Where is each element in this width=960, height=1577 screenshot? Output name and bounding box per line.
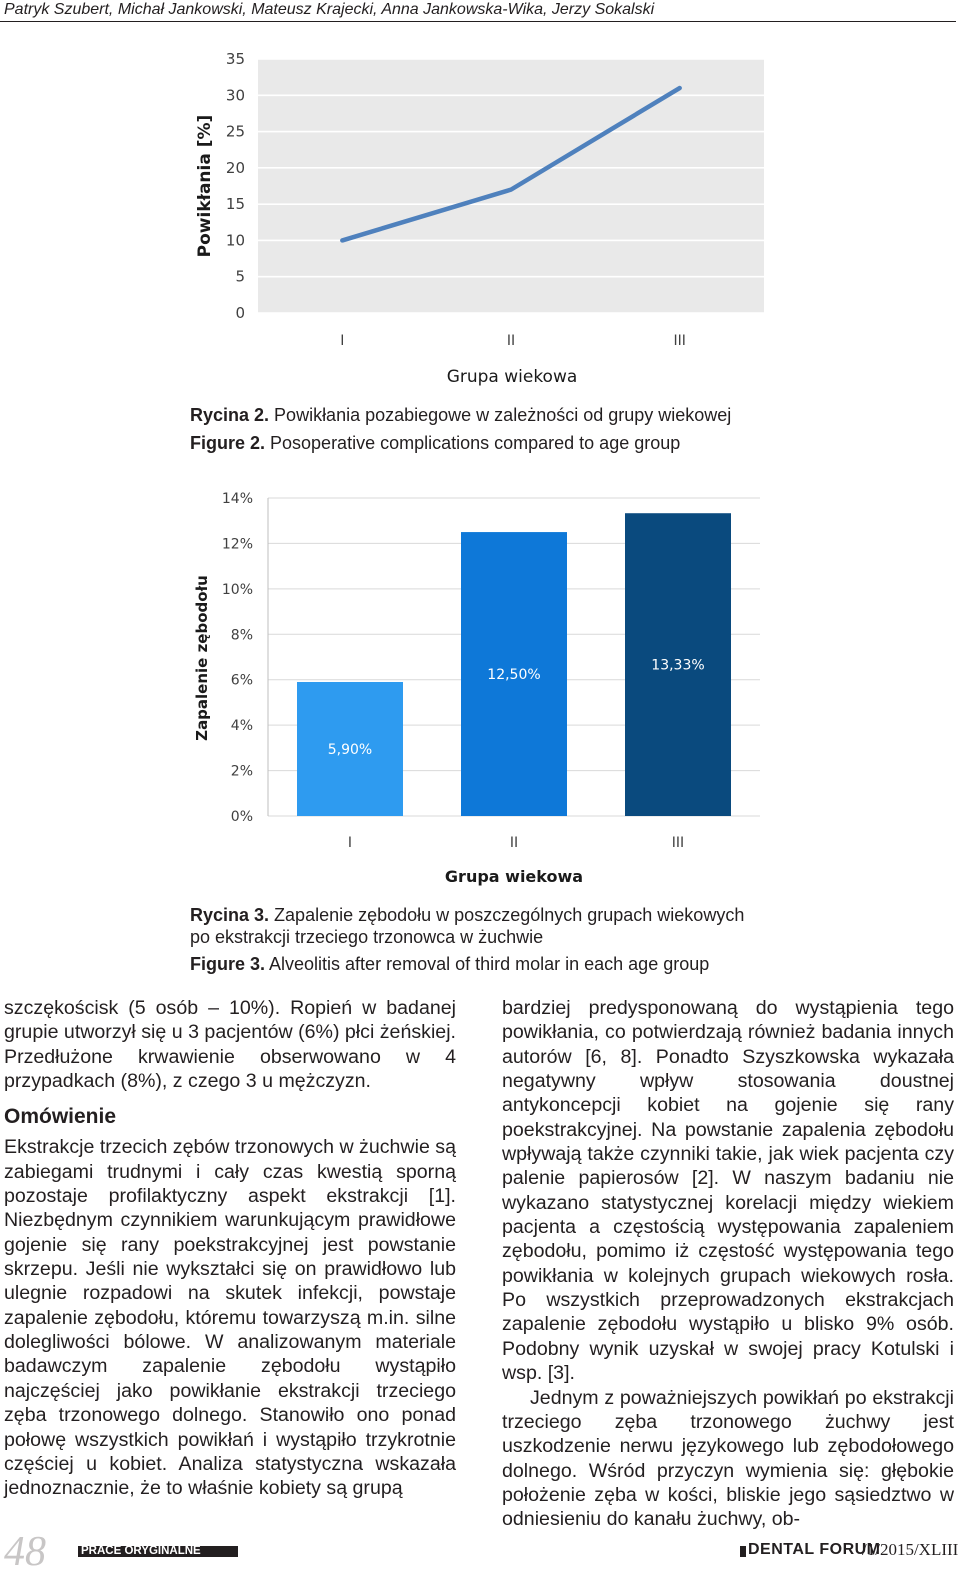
figure-2-label-pl: Rycina 2. (190, 405, 270, 425)
y-tick-label: 20 (225, 158, 245, 177)
y-tick-label: 0 (235, 304, 245, 322)
x-axis-label: Grupa wiekowa (446, 367, 578, 387)
figure-3-caption-pl (190, 904, 744, 926)
journal-brand: DENTAL FORUM (748, 1541, 881, 1558)
figure-2-line-chart (0, 40, 960, 395)
y-tick-label: 8% (230, 627, 253, 644)
x-axis-label: Grupa wiekowa (444, 867, 584, 886)
y-tick-label: 15 (225, 195, 245, 214)
x-tick-label: I (347, 835, 353, 851)
data-label: 12,50% (487, 667, 541, 684)
figure-3-text-pl: Zapalenie zębodołu w poszczególnych grupach wiekowych (269, 905, 745, 925)
paragraph: Jednym z poważniejszych powikłań po ekstrakcji trzeciego zęba trzonowego żuchwy jest uszkodzenie nerwu językowego lub zębodołowego dolnego. Wśród przyczyn wymienia się: głębokie położenie zęba w kości, bliskie jego sąsiedztwo w odniesieniu do kanału żuchwy, ob- (502, 1386, 954, 1531)
page-number: 48 (4, 1529, 46, 1575)
journal-issue: /1/2015/XLIII (862, 1540, 959, 1559)
y-axis-label: Powikłania [%] (195, 114, 215, 258)
figure-3-text-en: Alveolitis after removal of third molar in each age group (265, 954, 710, 974)
header-rule (0, 21, 956, 22)
section-label: PRACE ORYGINALNE (81, 1545, 201, 1557)
paragraph: szczękościsk (5 osób – 10%). Ropień w badanej grupie utworzył się u 3 pacjentów (6%) płci żeńskiej. Przedłużone krwawienie obserwowano w 4 przypadkach (8%), z czego 3 u mężczyzn. (4, 997, 456, 1093)
figure-3-label-en: Figure 3. (190, 954, 266, 974)
figure-2-text-pl: Powikłania pozabiegowe w zależności od grupy wiekowej (269, 405, 732, 425)
paragraph: Ekstrakcje trzecich zębów trzonowych w żuchwie są zabiegami trudnymi i cały czas kwestią sporną pozostaje profilaktyczny aspekt ekstrakcji [1]. Niezbędnym czynnikiem warunkującym prawidłowe gojenie się rany poekstrakcyjnej jest powstanie skrzepu. Jeśli nie wykształci się on prawidłowo lub ulegnie rozpadowi na skutek infekcji, powstaje zapalenie zębodołu, któremu towarzyszą m.in. silne dolegliwości bólowe. W analizowanym materiale badawczym zapalenie zębodołu wystąpiło najczęściej jako powikłanie ekstrakcji trzeciego zęba trzonowego dolnego. Stanowiło ono ponad połowę wszystkich powikłań i wystąpiło trzykrotnie częściej u kobiet. Analiza statystyczna wskazała jednoznacznie, że to właśnie kobiety są grupą (4, 1136, 456, 1500)
body-column-right (502, 996, 954, 1532)
x-tick-label: III (671, 835, 685, 851)
x-tick-label: I (340, 333, 345, 349)
figure-2-label-en: Figure 2. (190, 433, 266, 453)
figure-3-caption-en (190, 953, 709, 975)
footer-bar-right (740, 1546, 746, 1557)
y-tick-label: 6% (230, 672, 253, 689)
section-heading-omowienie: Omówienie (4, 1105, 117, 1129)
y-tick-label: 5 (235, 267, 245, 286)
y-tick-label: 35 (225, 50, 245, 68)
y-tick-label: 10% (221, 581, 253, 598)
plot-area (258, 59, 764, 313)
figure-3-label-pl: Rycina 3. (190, 905, 270, 925)
body-column-left (4, 996, 456, 1501)
y-tick-label: 12% (221, 536, 253, 553)
data-label: 13,33% (651, 657, 705, 674)
x-tick-label: II (509, 835, 519, 851)
running-header-authors: Patryk Szubert, Michał Jankowski, Mateusz Krajecki, Anna Jankowska-Wika, Jerzy Sokalski (4, 1, 655, 18)
y-tick-label: 4% (230, 718, 253, 735)
x-tick-label: II (506, 333, 516, 349)
figure-3-bar-chart (0, 480, 960, 895)
y-axis-label: Zapalenie zębodołu (193, 575, 211, 741)
paragraph: bardziej predysponowaną do wystąpienia tego powikłania, co potwierdzają również badania innych autorów [6, 8]. Ponadto Szyszkowska wykazała negatywny wpływ stosowania doustnej antykoncepcji kobiet na gojenie się rany poekstrakcyjnej. Na powstanie zapalenia zębodołu wpływają także czynniki takie, jak wiek pacjenta czy palenie papierosów [2]. W naszym badaniu nie wykazano statystycznej korelacji między wiekiem pacjenta a częstością występowania zapaleniem zębodołu, pomimo iż częstość występowania tego powikłania w kolejnych grupach wiekowych rosła. Po wszystkich przeprowadzonych ekstrakcjach zapalenie zębodołu wystąpiło u blisko 9% osób. Podobny wynik uzyskał w swojej pracy Kotulski i wsp. [3]. (502, 997, 954, 1385)
y-tick-label: 0% (230, 809, 253, 825)
figure-2-caption-pl (190, 404, 731, 426)
y-tick-label: 10 (225, 231, 245, 250)
data-label: 5,90% (327, 741, 373, 758)
figure-2-text-en: Posoperative complications compared to age group (265, 433, 681, 453)
x-tick-label: III (673, 333, 686, 349)
y-tick-label: 2% (230, 763, 253, 780)
y-tick-label: 30 (225, 86, 245, 105)
figure-2-caption-en (190, 432, 680, 454)
y-tick-label: 14% (221, 491, 253, 507)
y-tick-label: 25 (225, 122, 245, 141)
figure-3-caption-pl-line2: po ekstrakcji trzeciego trzonowca w żuchwie (190, 927, 544, 947)
page-footer (0, 1528, 960, 1577)
